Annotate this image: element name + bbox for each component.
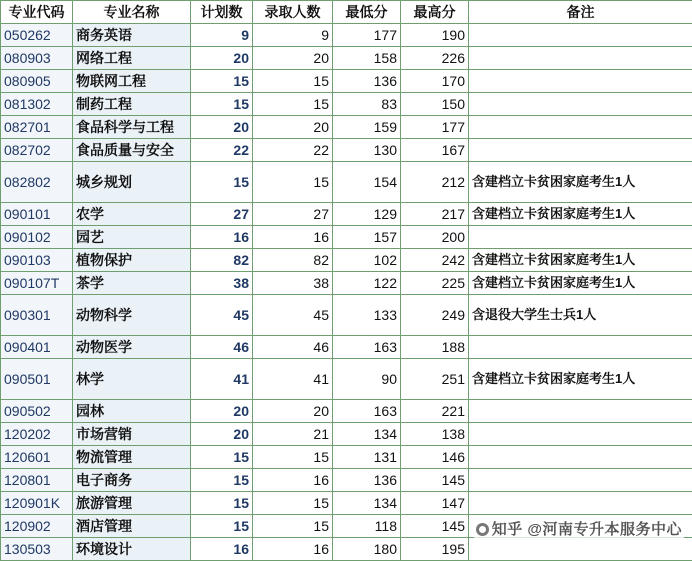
- cell-min-score: 158: [333, 47, 401, 70]
- cell-max-score: 147: [401, 492, 469, 515]
- cell-max-score: 195: [401, 538, 469, 561]
- cell-code: 050262: [1, 24, 73, 47]
- cell-note: 含建档立卡贫困家庭考生1人: [469, 203, 692, 226]
- header-note: 备注: [469, 1, 692, 24]
- table-row: [1, 400, 692, 423]
- table-row: [1, 272, 692, 295]
- cell-plan-count: 82: [191, 249, 253, 272]
- cell-code: 120902: [1, 515, 73, 538]
- cell-major-name: 动物医学: [73, 336, 191, 359]
- table-row: [1, 47, 692, 70]
- cell-admitted-count: 38: [253, 272, 333, 295]
- cell-admitted-count: 16: [253, 469, 333, 492]
- cell-note: 含建档立卡贫困家庭考生1人: [469, 272, 692, 295]
- cell-note: [469, 93, 692, 116]
- cell-admitted-count: 20: [253, 116, 333, 139]
- table-row: [1, 515, 692, 538]
- cell-code: 090102: [1, 226, 73, 249]
- cell-plan-count: 20: [191, 47, 253, 70]
- cell-min-score: 154: [333, 162, 401, 203]
- cell-min-score: 83: [333, 93, 401, 116]
- cell-note: [469, 423, 692, 446]
- cell-major-name: 农学: [73, 203, 191, 226]
- cell-admitted-count: 15: [253, 70, 333, 93]
- cell-note: [469, 226, 692, 249]
- table-body: [1, 24, 692, 561]
- cell-min-score: 90: [333, 359, 401, 400]
- table-row: [1, 359, 692, 400]
- cell-plan-count: 22: [191, 139, 253, 162]
- cell-major-name: 环境设计: [73, 538, 191, 561]
- cell-major-name: 旅游管理: [73, 492, 191, 515]
- table-row: [1, 538, 692, 561]
- cell-max-score: 145: [401, 515, 469, 538]
- cell-plan-count: 45: [191, 295, 253, 336]
- header-code: 专业代码: [1, 1, 73, 24]
- cell-admitted-count: 15: [253, 162, 333, 203]
- table-row: [1, 70, 692, 93]
- cell-note: [469, 116, 692, 139]
- cell-max-score: 190: [401, 24, 469, 47]
- cell-note: [469, 139, 692, 162]
- table-row: [1, 446, 692, 469]
- cell-plan-count: 27: [191, 203, 253, 226]
- table-row: [1, 226, 692, 249]
- cell-code: 090107T: [1, 272, 73, 295]
- cell-code: 120202: [1, 423, 73, 446]
- cell-code: 082802: [1, 162, 73, 203]
- cell-code: 080905: [1, 70, 73, 93]
- cell-plan-count: 16: [191, 226, 253, 249]
- cell-plan-count: 46: [191, 336, 253, 359]
- cell-code: 120801: [1, 469, 73, 492]
- cell-admitted-count: 21: [253, 423, 333, 446]
- cell-major-name: 食品科学与工程: [73, 116, 191, 139]
- cell-major-name: 网络工程: [73, 47, 191, 70]
- cell-max-score: 225: [401, 272, 469, 295]
- cell-min-score: 122: [333, 272, 401, 295]
- cell-major-name: 物流管理: [73, 446, 191, 469]
- table-row: [1, 249, 692, 272]
- cell-major-name: 植物保护: [73, 249, 191, 272]
- cell-min-score: 133: [333, 295, 401, 336]
- table-row: [1, 162, 692, 203]
- cell-min-score: 180: [333, 538, 401, 561]
- cell-code: 090103: [1, 249, 73, 272]
- table-header: [1, 1, 692, 24]
- cell-major-name: 园林: [73, 400, 191, 423]
- cell-plan-count: 20: [191, 423, 253, 446]
- cell-note: 含建档立卡贫困家庭考生1人: [469, 359, 692, 400]
- cell-major-name: 食品质量与安全: [73, 139, 191, 162]
- cell-code: 081302: [1, 93, 73, 116]
- cell-note: [469, 24, 692, 47]
- header-plan: 计划数: [191, 1, 253, 24]
- cell-max-score: 212: [401, 162, 469, 203]
- cell-min-score: 136: [333, 469, 401, 492]
- cell-code: 090301: [1, 295, 73, 336]
- table-row: [1, 469, 692, 492]
- cell-max-score: 217: [401, 203, 469, 226]
- cell-min-score: 177: [333, 24, 401, 47]
- cell-admitted-count: 20: [253, 47, 333, 70]
- cell-admitted-count: 15: [253, 93, 333, 116]
- cell-code: 120601: [1, 446, 73, 469]
- cell-major-name: 制药工程: [73, 93, 191, 116]
- table-row: [1, 203, 692, 226]
- cell-admitted-count: 27: [253, 203, 333, 226]
- cell-note: [469, 336, 692, 359]
- cell-plan-count: 41: [191, 359, 253, 400]
- cell-code: 082702: [1, 139, 73, 162]
- cell-code: 090401: [1, 336, 73, 359]
- cell-admitted-count: 16: [253, 226, 333, 249]
- cell-code: 080903: [1, 47, 73, 70]
- table-row: [1, 139, 692, 162]
- cell-min-score: 130: [333, 139, 401, 162]
- cell-plan-count: 15: [191, 93, 253, 116]
- cell-min-score: 134: [333, 492, 401, 515]
- cell-max-score: 177: [401, 116, 469, 139]
- watermark-text: 知乎 @河南专升本服务中心: [492, 521, 682, 538]
- cell-code: 120901K: [1, 492, 73, 515]
- cell-max-score: 146: [401, 446, 469, 469]
- cell-plan-count: 15: [191, 515, 253, 538]
- cell-max-score: 249: [401, 295, 469, 336]
- cell-min-score: 157: [333, 226, 401, 249]
- cell-major-name: 商务英语: [73, 24, 191, 47]
- table-row: [1, 24, 692, 47]
- cell-major-name: 城乡规划: [73, 162, 191, 203]
- table-row: [1, 116, 692, 139]
- cell-code: 090501: [1, 359, 73, 400]
- cell-code: 082701: [1, 116, 73, 139]
- cell-admitted-count: 15: [253, 446, 333, 469]
- cell-max-score: 170: [401, 70, 469, 93]
- cell-min-score: 159: [333, 116, 401, 139]
- cell-plan-count: 15: [191, 70, 253, 93]
- table-row: [1, 492, 692, 515]
- cell-note: [469, 538, 692, 561]
- cell-major-name: 市场营销: [73, 423, 191, 446]
- cell-admitted-count: 9: [253, 24, 333, 47]
- cell-min-score: 134: [333, 423, 401, 446]
- cell-admitted-count: 46: [253, 336, 333, 359]
- cell-min-score: 136: [333, 70, 401, 93]
- header-row: [1, 1, 692, 24]
- cell-note: [469, 47, 692, 70]
- cell-admitted-count: 22: [253, 139, 333, 162]
- header-max-score: 最高分: [401, 1, 469, 24]
- header-admitted: 录取人数: [253, 1, 333, 24]
- cell-major-name: 茶学: [73, 272, 191, 295]
- cell-max-score: 221: [401, 400, 469, 423]
- header-name: 专业名称: [73, 1, 191, 24]
- cell-max-score: 167: [401, 139, 469, 162]
- cell-plan-count: 15: [191, 469, 253, 492]
- cell-min-score: 163: [333, 336, 401, 359]
- cell-code: 130503: [1, 538, 73, 561]
- cell-admitted-count: 41: [253, 359, 333, 400]
- cell-note: [469, 446, 692, 469]
- cell-plan-count: 15: [191, 446, 253, 469]
- cell-admitted-count: 15: [253, 492, 333, 515]
- cell-max-score: 226: [401, 47, 469, 70]
- table-row: [1, 423, 692, 446]
- cell-major-name: 动物科学: [73, 295, 191, 336]
- cell-admitted-count: 15: [253, 515, 333, 538]
- cell-admitted-count: 16: [253, 538, 333, 561]
- cell-max-score: 150: [401, 93, 469, 116]
- cell-plan-count: 38: [191, 272, 253, 295]
- cell-note: [469, 70, 692, 93]
- header-min-score: 最低分: [333, 1, 401, 24]
- cell-major-name: 酒店管理: [73, 515, 191, 538]
- cell-major-name: 园艺: [73, 226, 191, 249]
- cell-admitted-count: 45: [253, 295, 333, 336]
- cell-note: 含退役大学生士兵1人: [469, 295, 692, 336]
- cell-plan-count: 15: [191, 162, 253, 203]
- cell-min-score: 163: [333, 400, 401, 423]
- cell-max-score: 138: [401, 423, 469, 446]
- cell-note: 含建档立卡贫困家庭考生1人: [469, 249, 692, 272]
- cell-note: [469, 469, 692, 492]
- cell-major-name: 物联网工程: [73, 70, 191, 93]
- cell-max-score: 242: [401, 249, 469, 272]
- cell-max-score: 200: [401, 226, 469, 249]
- cell-plan-count: 15: [191, 492, 253, 515]
- cell-note: [469, 400, 692, 423]
- cell-major-name: 电子商务: [73, 469, 191, 492]
- cell-note: [469, 492, 692, 515]
- table-row: [1, 93, 692, 116]
- cell-note: 含建档立卡贫困家庭考生1人: [469, 162, 692, 203]
- cell-min-score: 102: [333, 249, 401, 272]
- cell-max-score: 188: [401, 336, 469, 359]
- cell-major-name: 林学: [73, 359, 191, 400]
- cell-plan-count: 20: [191, 116, 253, 139]
- cell-max-score: 251: [401, 359, 469, 400]
- table-row: [1, 336, 692, 359]
- cell-plan-count: 16: [191, 538, 253, 561]
- cell-note: [469, 515, 692, 538]
- cell-plan-count: 20: [191, 400, 253, 423]
- cell-admitted-count: 82: [253, 249, 333, 272]
- cell-max-score: 145: [401, 469, 469, 492]
- cell-min-score: 118: [333, 515, 401, 538]
- cell-plan-count: 9: [191, 24, 253, 47]
- cell-code: 090101: [1, 203, 73, 226]
- cell-admitted-count: 20: [253, 400, 333, 423]
- cell-min-score: 131: [333, 446, 401, 469]
- cell-code: 090502: [1, 400, 73, 423]
- table-row: [1, 295, 692, 336]
- cell-min-score: 129: [333, 203, 401, 226]
